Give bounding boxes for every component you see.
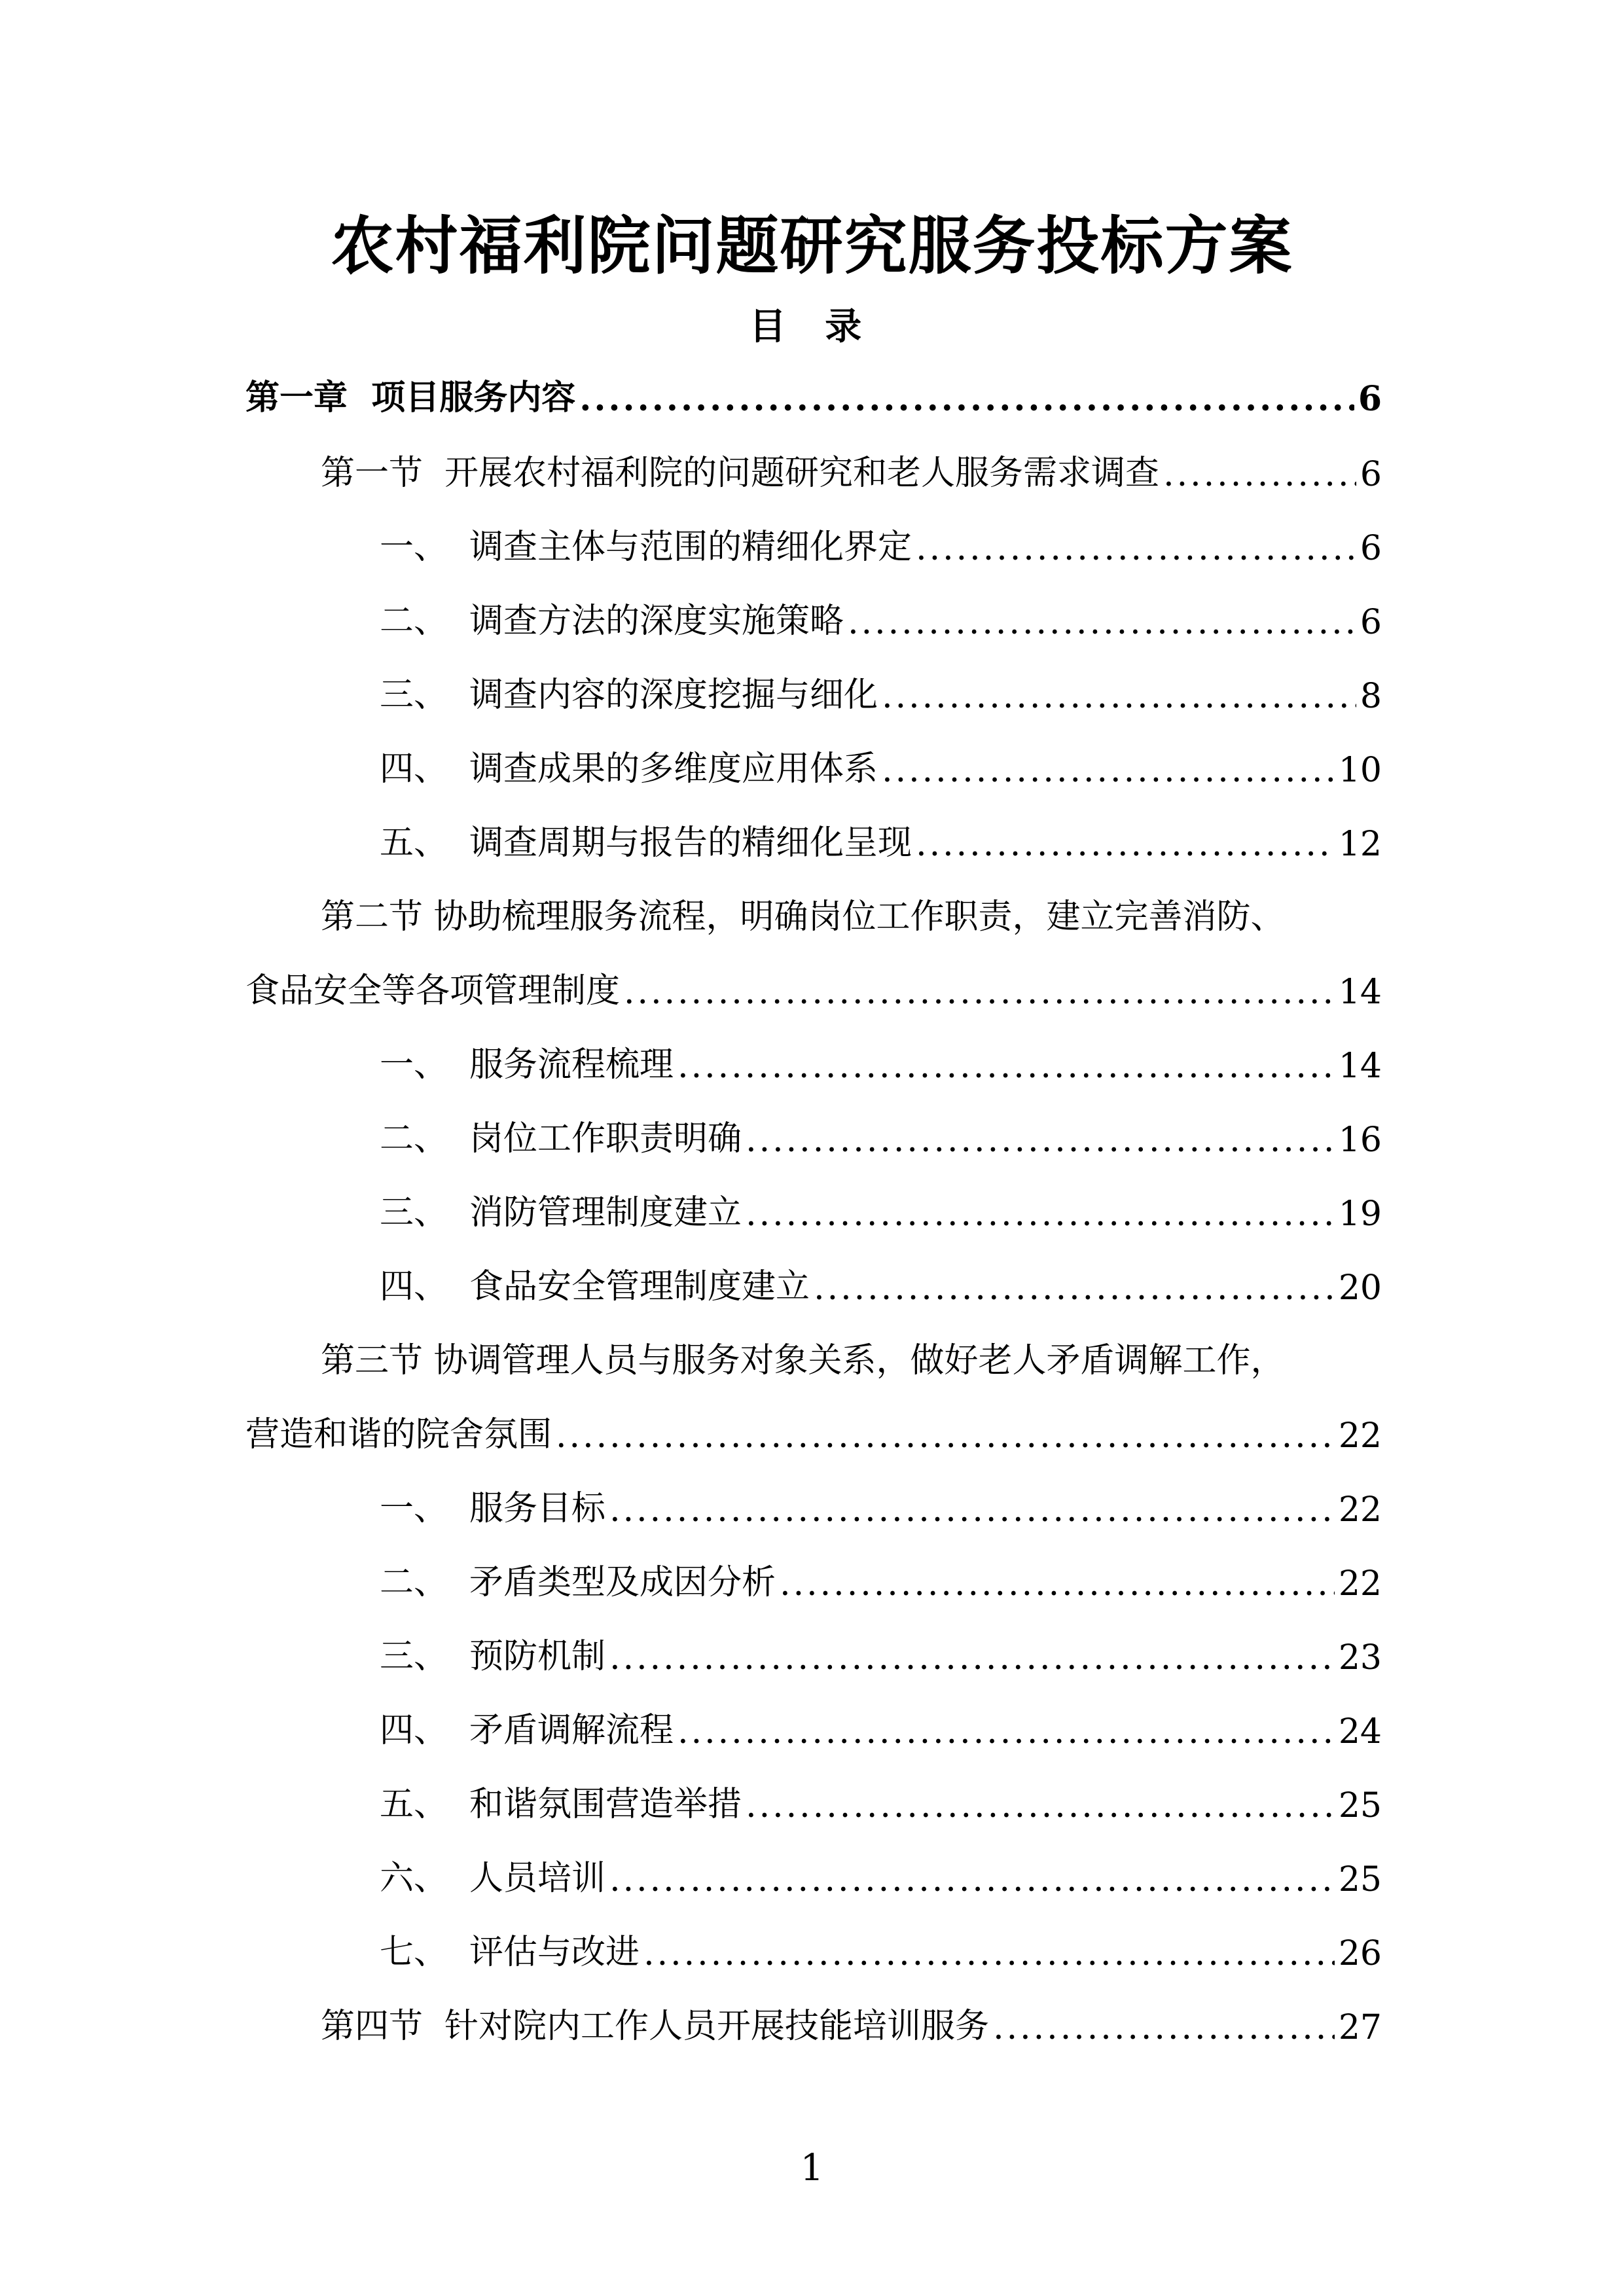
toc-entry-page: 10 — [1338, 751, 1382, 790]
toc-leader-dots — [579, 379, 1354, 419]
toc-entry-page: 14 — [1338, 1047, 1382, 1086]
toc-leader-dots — [746, 1786, 1335, 1825]
toc-entry-subsection[interactable] — [0, 1776, 1624, 1829]
toc-entry-page: 6 — [1358, 379, 1382, 419]
toc-entry-subsection[interactable] — [0, 667, 1624, 719]
toc-entry-label: 第二节 协助梳理服务流程，明确岗位工作职责，建立完善消防、 — [321, 897, 1285, 937]
toc-entry-page: 23 — [1338, 1638, 1382, 1677]
toc-entry-label: 二、 岗位工作职责明确 — [380, 1119, 742, 1158]
toc-entry-label-continued: 食品安全等各项管理制度 — [245, 971, 621, 1011]
toc-entry-subsection[interactable] — [0, 1480, 1624, 1533]
toc-entry-subsection[interactable] — [0, 1185, 1624, 1237]
toc-entry-page: 14 — [1338, 973, 1382, 1012]
toc-entry-page: 22 — [1338, 1416, 1382, 1456]
toc-leader-dots — [643, 1934, 1335, 1973]
toc-entry-label: 五、 调查周期与报告的精细化呈现 — [380, 823, 912, 863]
toc-entry-label: 四、 调查成果的多维度应用体系 — [380, 749, 878, 789]
toc-entry-subsection[interactable] — [0, 1111, 1624, 1163]
toc-entry-subsection[interactable] — [0, 1924, 1624, 1977]
toc-entry-page: 20 — [1338, 1268, 1382, 1308]
toc-leader-dots — [993, 2008, 1335, 2047]
toc-entry-label: 二、 矛盾类型及成因分析 — [380, 1563, 776, 1602]
toc-leader-dots — [1163, 455, 1356, 494]
toc-entry-label: 第三节 协调管理人员与服务对象关系，做好老人矛盾调解工作， — [321, 1341, 1285, 1380]
toc-entry-page: 6 — [1360, 529, 1382, 568]
toc-leader-dots — [882, 751, 1335, 790]
toc-entry-subsection[interactable] — [0, 1259, 1624, 1311]
toc-entry-section-1[interactable] — [0, 445, 1624, 497]
toc-entry-label-continued: 营造和谐的院舍氛围 — [245, 1415, 552, 1454]
toc-entry-page: 12 — [1338, 825, 1382, 864]
toc-entry-subsection[interactable] — [0, 519, 1624, 571]
toc-leader-dots — [848, 603, 1356, 642]
toc-entry-label: 第四节 针对院内工作人员开展技能培训服务 — [321, 2007, 990, 2046]
toc-leader-dots — [746, 1121, 1335, 1160]
toc-leader-dots — [624, 973, 1335, 1012]
toc-leader-dots — [556, 1416, 1335, 1456]
toc-entry-page: 24 — [1338, 1712, 1382, 1751]
toc-entry-label: 一、 服务流程梳理 — [380, 1045, 674, 1085]
toc-entry-subsection[interactable] — [0, 815, 1624, 867]
toc-entry-page: 22 — [1338, 1490, 1382, 1530]
toc-entry-label: 六、 人员培训 — [380, 1859, 606, 1898]
toc-entry-label: 二、 调查方法的深度实施策略 — [380, 601, 844, 641]
toc-entry-label: 四、 食品安全管理制度建立 — [380, 1267, 810, 1306]
toc-entry-subsection[interactable] — [0, 1850, 1624, 1903]
toc-leader-dots — [609, 1490, 1335, 1530]
toc-entry-page: 25 — [1338, 1860, 1382, 1899]
toc-leader-dots — [882, 677, 1356, 716]
toc-entry-page: 26 — [1338, 1934, 1382, 1973]
toc-entry-page: 16 — [1338, 1121, 1382, 1160]
toc-entry-page: 8 — [1360, 677, 1382, 716]
toc-leader-dots — [677, 1047, 1335, 1086]
toc-entry-label: 第一章 项目服务内容 — [245, 378, 576, 418]
toc-entry-page: 6 — [1360, 455, 1382, 494]
toc-entry-page: 19 — [1338, 1194, 1382, 1234]
toc-leader-dots — [780, 1564, 1335, 1604]
toc-entry-subsection[interactable] — [0, 1554, 1624, 1607]
toc-entry-page: 6 — [1360, 603, 1382, 642]
toc-entry-label: 三、 预防机制 — [380, 1637, 606, 1676]
toc-heading: 目 录 — [749, 305, 875, 348]
toc-leader-dots — [609, 1860, 1335, 1899]
toc-entry-subsection[interactable] — [0, 593, 1624, 645]
toc-leader-dots — [609, 1638, 1335, 1677]
toc-entry-subsection[interactable] — [0, 1037, 1624, 1089]
toc-entry-chapter-1[interactable] — [0, 370, 1624, 422]
toc-entry-label: 三、 消防管理制度建立 — [380, 1193, 742, 1232]
toc-entry-section-4[interactable] — [0, 1998, 1624, 2051]
toc-entry-label: 五、 和谐氛围营造举措 — [380, 1785, 742, 1824]
toc-entry-label: 第一节 开展农村福利院的问题研究和老人服务需求调查 — [321, 454, 1160, 493]
toc-leader-dots — [916, 529, 1356, 568]
toc-leader-dots — [814, 1268, 1335, 1308]
toc-entry-page: 27 — [1338, 2008, 1382, 2047]
toc-leader-dots — [916, 825, 1335, 864]
toc-entry-label: 七、 评估与改进 — [380, 1933, 640, 1972]
toc-entry-page: 22 — [1338, 1564, 1382, 1604]
toc-entry-subsection[interactable] — [0, 1702, 1624, 1755]
toc-entry-label: 一、 调查主体与范围的精细化界定 — [380, 528, 912, 567]
toc-entry-subsection[interactable] — [0, 741, 1624, 793]
toc-leader-dots — [677, 1712, 1335, 1751]
toc-entry-page: 25 — [1338, 1786, 1382, 1825]
toc-entry-section-2[interactable] — [0, 889, 1624, 1020]
document-title: 农村福利院问题研究服务投标方案 — [331, 209, 1293, 283]
toc-leader-dots — [746, 1194, 1335, 1234]
page-number: 1 — [800, 2147, 824, 2189]
toc-entry-subsection[interactable] — [0, 1628, 1624, 1681]
toc-entry-label: 四、 矛盾调解流程 — [380, 1711, 674, 1750]
toc-entry-section-3[interactable] — [0, 1333, 1624, 1463]
toc-entry-label: 三、 调查内容的深度挖掘与细化 — [380, 675, 878, 715]
toc-entry-label: 一、 服务目标 — [380, 1489, 606, 1528]
